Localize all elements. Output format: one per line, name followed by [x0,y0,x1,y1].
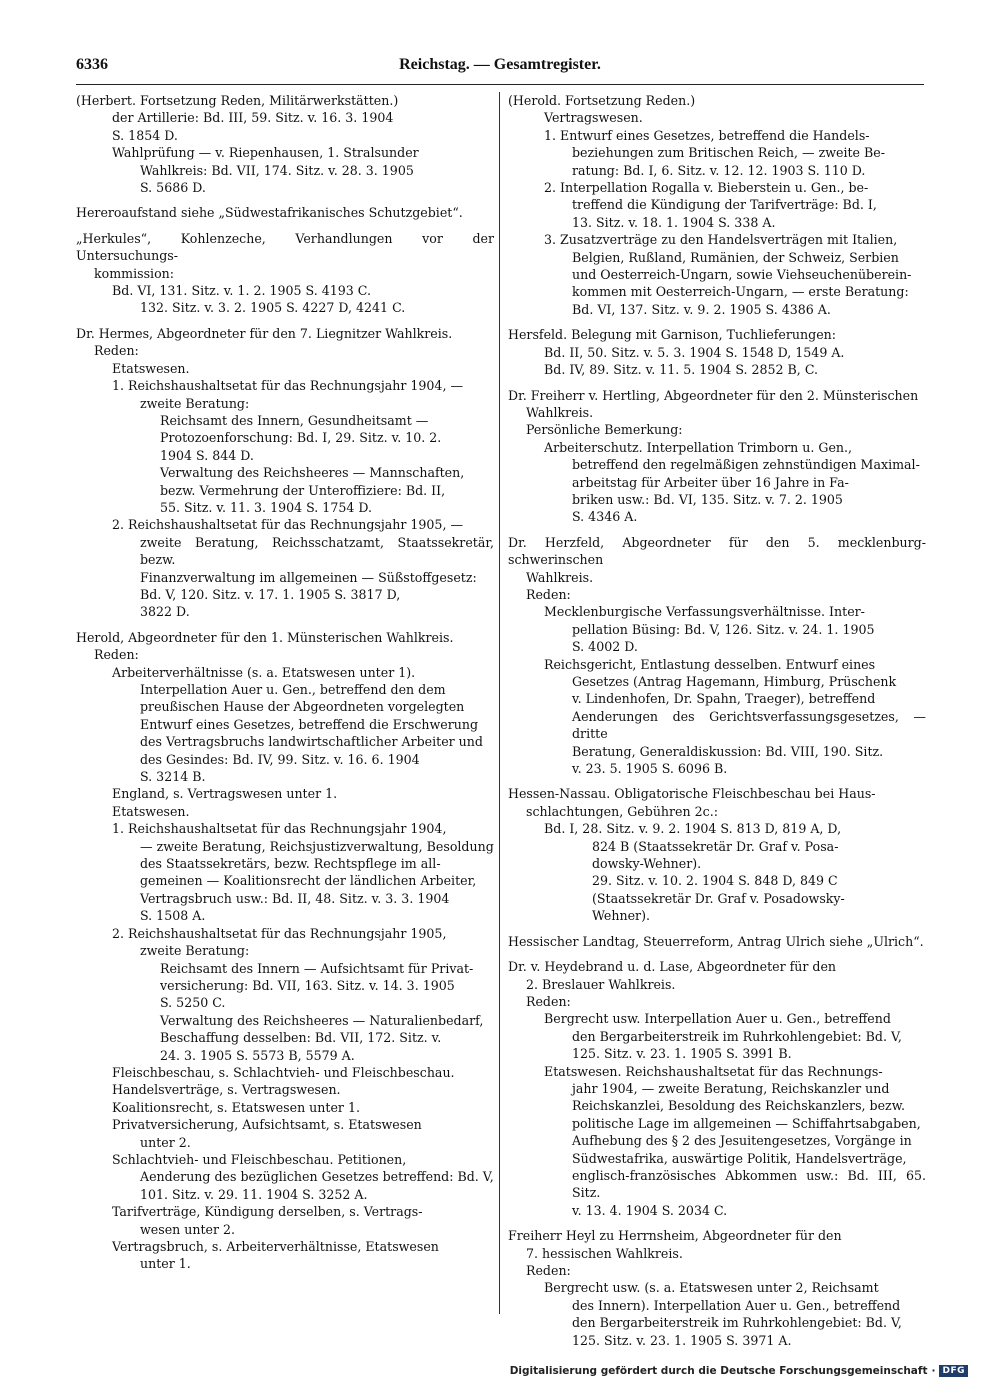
text-line: 7. hessischen Wahlkreis. [526,1245,683,1261]
text-line: Arbeiterverhältnisse (s. a. Etatswesen unter 1). [112,664,416,680]
text-line: zweite Beratung, Reichsschatzamt, Staatssekretär, bezw. [140,534,494,568]
text-line: betreffend den regelmäßigen zehnstündigen Maximal- [572,457,920,473]
header-rule [76,84,924,85]
entry-herbert [76,92,494,196]
text-line: Reichskanzlei, Besoldung des Reichskanzlers, bezw. [572,1098,905,1114]
entry-heyl [508,1227,926,1349]
entry-heydebrand [508,958,926,1219]
text-line: 2. Reichshaushaltsetat für das Rechnungsjahr 1905, — [112,517,464,533]
text-line: Bergrecht usw. (s. a. Etatswesen unter 2, Reichsamt [544,1280,879,1296]
text-line: kommission: [94,265,175,281]
text-line: den Bergarbeiterstreik im Ruhrkohlengebiet: Bd. V, [572,1315,902,1331]
text-line: Beratung, Generaldiskussion: Bd. VIII, 190. Sitz. [572,743,884,759]
text-line: Handelsverträge, s. Vertragswesen. [112,1082,341,1098]
text-line: Beschaffung desselben: Bd. VII, 172. Sitz. v. [160,1030,442,1046]
dfg-logo-icon: DFG [939,1365,968,1377]
text-line: Etatswesen. [112,360,190,376]
text-line: ratung: Bd. I, 6. Sitz. v. 12. 12. 1903 S. 110 D. [572,162,866,178]
text-line: des Vertragsbruchs landwirtschaftlicher Arbeiter und [140,734,483,750]
text-line: Verwaltung des Reichsheeres — Naturalienbedarf, [160,1012,484,1028]
text-line: Südwestafrika, auswärtige Politik, Handelsverträge, [572,1150,907,1166]
text-line: Reden: [94,343,139,359]
text-line: S. 1508 A. [140,908,206,924]
footer-text: Digitalisierung gefördert durch die Deutsche Forschungsgemeinschaft [509,1365,928,1377]
text-line: Vertragswesen. [544,110,643,126]
text-line: Etatswesen. [112,803,190,819]
text-line: (Herold. Fortsetzung Reden.) [508,93,696,108]
text-line: Bd. IV, 89. Sitz. v. 11. 5. 1904 S. 2852 B, C. [544,362,819,378]
text-line: Dr. v. Heydebrand u. d. Lase, Abgeordneter für den [508,959,837,975]
text-line: preußischen Hause der Abgeordneten vorgelegten [140,699,465,715]
text-line: v. Lindenhofen, Dr. Spahn, Traeger), betreffend [572,691,876,707]
text-line: jahr 1904, — zweite Beratung, Reichskanzler und [572,1080,890,1096]
text-line: S. 1854 D. [112,127,178,143]
text-line: zweite Beratung: [140,943,250,959]
text-line: 29. Sitz. v. 10. 2. 1904 S. 848 D, 849 C [592,873,838,889]
text-line: kommen mit Oesterreich-Ungarn, — erste Beratung: [572,284,909,300]
text-line: englisch-französisches Abkommen usw.: Bd. III, 65. Sitz. [572,1167,926,1201]
footer-credit [510,1364,968,1378]
text-line: unter 2. [140,1134,191,1150]
text-line: 824 B (Staatssekretär Dr. Graf v. Posa- [592,838,839,854]
text-line: Wahlprüfung — v. Riepenhausen, 1. Stralsunder [112,145,419,161]
text-line: pellation Büsing: Bd. V, 126. Sitz. v. 24. 1. 1905 [572,621,875,637]
text-line: 101. Sitz. v. 29. 11. 1904 S. 3252 A. [140,1186,368,1202]
entry-herold [76,629,494,1273]
text-line: 1. Entwurf eines Gesetzes, betreffend die Handels- [544,127,870,143]
text-line: Gesetzes (Antrag Hagemann, Himburg, Prüschenk [572,674,897,689]
text-line: 13. Sitz. v. 18. 1. 1904 S. 338 A. [572,214,776,230]
text-line: Fleischbeschau, s. Schlachtvieh- und Fleischbeschau. [112,1064,455,1080]
text-line: des Gesindes: Bd. IV, 99. Sitz. v. 16. 6. 1904 [140,751,420,767]
text-line: 3. Zusatzverträge zu den Handelsverträgen mit Italien, [544,232,898,248]
text-line: „Herkules“, Kohlenzeche, Verhandlungen vor der Untersuchungs- [76,230,494,264]
text-line: (Herbert. Fortsetzung Reden, Militärwerkstätten.) [76,93,399,108]
entry-hermes [76,325,494,621]
text-line: Freiherr Heyl zu Herrnsheim, Abgeordneter für den [508,1228,842,1244]
column-divider [499,92,500,1314]
text-line: dowsky-Wehner). [592,856,702,872]
text-line: Bergrecht usw. Interpellation Auer u. Gen., betreffend [544,1011,891,1027]
entry-hessischer-landtag [508,933,926,950]
right-column [508,92,926,1357]
entry-herzfeld [508,534,926,778]
text-line: beziehungen zum Britischen Reich, — zweite Be- [572,145,885,161]
text-line: Entwurf eines Gesetzes, betreffend die Erschwerung [140,716,479,732]
text-line: Hereroaufstand siehe „Südwestafrikanisches Schutzgebiet“. [76,205,463,221]
text-line: Hessen-Nassau. Obligatorische Fleischbeschau bei Haus- [508,786,876,802]
text-line: Arbeiterschutz. Interpellation Trimborn u. Gen., [544,439,853,455]
text-line: 2. Interpellation Rogalla v. Bieberstein u. Gen., be- [544,180,869,196]
text-line: treffend die Kündigung der Tarifverträge: Bd. I, [572,197,877,213]
text-line: schlachtungen, Gebühren 2c.: [526,803,718,819]
text-line: Finanzverwaltung im allgemeinen — Süßstoffgesetz: [140,569,477,585]
text-line: arbeitstag für Arbeiter über 16 Jahre in Fa- [572,474,849,490]
text-line: Aenderungen des Gerichtsverfassungsgesetzes, — dritte [572,708,926,742]
text-line: v. 13. 4. 1904 S. 2034 C. [572,1202,728,1218]
text-line: des Innern). Interpellation Auer u. Gen., betreffend [572,1297,901,1313]
text-line: Reden: [526,586,571,602]
text-line: 55. Sitz. v. 11. 3. 1904 S. 1754 D. [160,499,373,515]
text-line: 1. Reichshaushaltsetat für das Rechnungsjahr 1904, [112,821,447,837]
page-header [76,56,924,80]
text-line: v. 23. 5. 1905 S. 6096 B. [572,761,728,777]
text-line: Herold, Abgeordneter für den 1. Münsterischen Wahlkreis. [76,629,454,645]
text-line: 132. Sitz. v. 3. 2. 1905 S. 4227 D, 4241 C. [140,300,406,316]
entry-hersfeld [508,326,926,378]
text-line: Reden: [94,647,139,663]
text-line: unter 1. [140,1256,191,1272]
text-line: Wehner). [592,908,650,924]
text-line: und Oesterreich-Ungarn, sowie Viehseuchenüberein- [572,267,912,283]
text-line: Reichsgericht, Entlastung desselben. Entwurf eines [544,656,876,672]
text-line: S. 4002 D. [572,639,638,655]
text-line: England, s. Vertragswesen unter 1. [112,786,338,802]
text-line: S. 3214 B. [140,769,206,785]
text-line: briken usw.: Bd. VI, 135. Sitz. v. 7. 2. 1905 [572,491,843,507]
text-line: Belgien, Rußland, Rumänien, der Schweiz, Serbien [572,249,899,265]
text-line: Wahlkreis. [526,404,594,420]
text-line: Dr. Herzfeld, Abgeordneter für den 5. mecklenburg-schwerinschen [508,534,926,568]
text-line: Interpellation Auer u. Gen., betreffend den dem [140,682,446,697]
text-line: S. 5250 C. [160,995,226,1011]
entry-herkules [76,230,494,317]
text-line: versicherung: Bd. VII, 163. Sitz. v. 14. 3. 1905 [160,977,455,993]
text-line: politische Lage im allgemeinen — Schiffahrtsabgaben, [572,1115,921,1131]
text-line: gemeinen — Koalitionsrecht der ländlichen Arbeiter, [140,873,477,889]
text-line: Privatversicherung, Aufsichtsamt, s. Etatswesen [112,1117,422,1133]
text-line: Bd. I, 28. Sitz. v. 9. 2. 1904 S. 813 D, 819 A, D, [544,821,842,837]
text-line: Reden: [526,993,571,1009]
text-line: Wahlkreis: Bd. VII, 174. Sitz. v. 28. 3. 1905 [140,162,414,178]
text-line: Reichsamt des Innern — Aufsichtsamt für Privat- [160,960,474,976]
text-line: 125. Sitz. v. 23. 1. 1905 S. 3991 B. [572,1046,792,1062]
text-line: Verwaltung des Reichsheeres — Mannschaften, [160,465,465,481]
text-line: Vertragsbruch, s. Arbeiterverhältnisse, Etatswesen [112,1239,439,1254]
text-line: 2. Breslauer Wahlkreis. [526,976,676,992]
text-line: 125. Sitz. v. 23. 1. 1905 S. 3971 A. [572,1332,792,1348]
text-line: Tarifverträge, Kündigung derselben, s. Vertrags- [112,1204,423,1220]
text-line: der Artillerie: Bd. III, 59. Sitz. v. 16. 3. 1904 [112,110,394,126]
text-line: 1904 S. 844 D. [160,447,254,463]
text-line: S. 4346 A. [572,509,638,525]
text-line: zweite Beratung: [140,395,250,411]
text-line: 24. 3. 1905 S. 5573 B, 5579 A. [160,1047,355,1063]
text-line: S. 5686 D. [140,180,206,196]
text-line: Protozoenforschung: Bd. I, 29. Sitz. v. 10. 2. [160,430,442,446]
entry-hertling [508,387,926,526]
text-line: Hessischer Landtag, Steuerreform, Antrag Ulrich siehe „Ulrich“. [508,933,924,949]
text-line: Bd. II, 50. Sitz. v. 5. 3. 1904 S. 1548 D, 1549 A. [544,344,845,360]
text-line: — zweite Beratung, Reichsjustizverwaltung, Besoldung [140,838,494,854]
text-line: bezw. Vermehrung der Unteroffiziere: Bd. II, [160,482,446,498]
text-line: Bd. VI, 131. Sitz. v. 1. 2. 1905 S. 4193 C. [112,283,371,299]
text-line: den Bergarbeiterstreik im Ruhrkohlengebiet: Bd. V, [572,1028,902,1044]
text-line: Bd. V, 120. Sitz. v. 17. 1. 1905 S. 3817 D, [140,586,401,602]
text-line: Wahlkreis. [526,569,594,585]
entry-hereroaufstand [76,204,494,221]
running-title: Reichstag. — Gesamtregister. [399,56,601,73]
text-line: 3822 D. [140,604,190,620]
text-line: Bd. VI, 137. Sitz. v. 9. 2. 1905 S. 4386 A. [572,301,831,317]
text-line: Vertragsbruch usw.: Bd. II, 48. Sitz. v. 3. 3. 1904 [140,890,450,906]
text-line: (Staatssekretär Dr. Graf v. Posadowsky- [592,890,845,906]
text-line: Etatswesen. Reichshaushaltsetat für das Rechnungs- [544,1063,883,1079]
page-number: 6336 [76,56,108,73]
text-line: Persönliche Bemerkung: [526,422,683,438]
text-line: 1. Reichshaushaltsetat für das Rechnungsjahr 1904, — [112,378,464,394]
text-line: 2. Reichshaushaltsetat für das Rechnungsjahr 1905, [112,925,447,941]
left-column [76,92,494,1281]
text-line: Dr. Freiherr v. Hertling, Abgeordneter für den 2. Münsterischen [508,387,919,403]
text-line: Koalitionsrecht, s. Etatswesen unter 1. [112,1099,360,1115]
text-line: Mecklenburgische Verfassungsverhältnisse. Inter- [544,604,865,620]
text-line: Hersfeld. Belegung mit Garnison, Tuchlieferungen: [508,327,836,343]
text-line: Schlachtvieh- und Fleischbeschau. Petitionen, [112,1151,407,1167]
text-line: wesen unter 2. [140,1221,236,1237]
entry-herold-continued [508,92,926,318]
text-line: Aufhebung des § 2 des Jesuitengesetzes, Vorgänge in [572,1133,912,1149]
footer-separator: · [931,1365,936,1377]
entry-hessen-nassau [508,785,926,924]
text-line: des Staatssekretärs, bezw. Rechtspflege im all- [140,856,441,872]
text-line: Aenderung des bezüglichen Gesetzes betreffend: Bd. V, [140,1169,494,1185]
text-line: Reden: [526,1263,571,1278]
text-line: Reichsamt des Innern, Gesundheitsamt — [160,412,429,428]
text-line: Dr. Hermes, Abgeordneter für den 7. Liegnitzer Wahlkreis. [76,325,453,341]
